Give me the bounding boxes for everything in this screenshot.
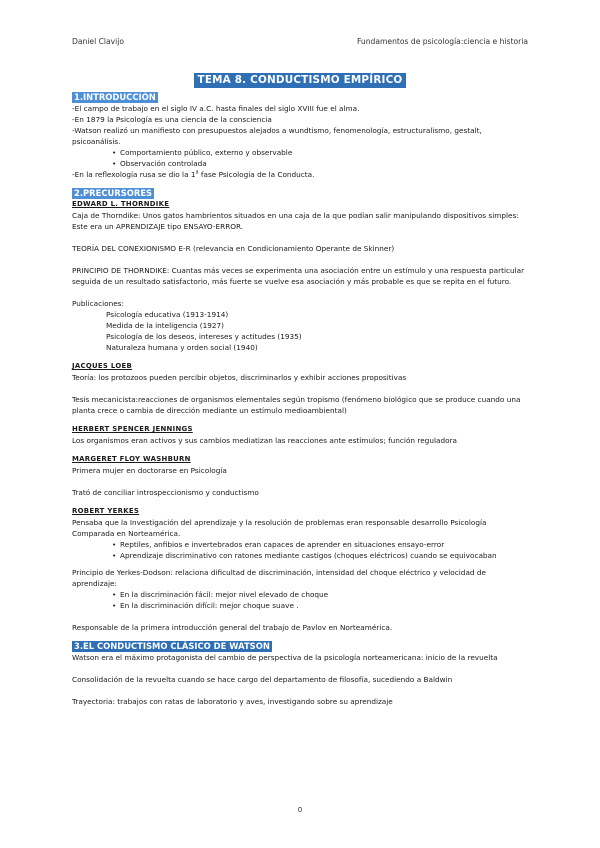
author-heading-loeb: JACQUES LOEB bbox=[72, 362, 133, 370]
section-heading-precursores: 2.PRECURSORES bbox=[74, 188, 153, 198]
list-item: Naturaleza humana y orden social (1940) bbox=[106, 343, 258, 352]
paragraph: Trayectoria: trabajos con ratas de laboratorio y aves, investigando sobre su aprendizaje bbox=[72, 697, 393, 706]
paragraph: PRINCIPIO DE THORNDIKE: Cuantas más veces se experimenta una asociación entre un estímulo y una respuesta particular seguida de un resultado satisfactorio, más fuerte se vuelve esa asociación y más probable es que se repita en el futuro. bbox=[72, 266, 525, 286]
list-item: • Comportamiento público, externo y observable bbox=[114, 147, 528, 158]
header-course: Fundamentos de psicología:ciencia e historia bbox=[356, 37, 528, 46]
header-author: Daniel Clavijo bbox=[72, 37, 125, 46]
author-heading-yerkes: ROBERT YERKES bbox=[72, 507, 140, 515]
yerkes-bullet-list bbox=[72, 539, 528, 561]
document-body bbox=[72, 73, 528, 707]
list-item: Psicología de los deseos, intereses y actitudes (1935) bbox=[106, 332, 302, 341]
author-heading-jennings: HERBERT SPENCER JENNINGS bbox=[72, 425, 193, 433]
paragraph: Los organismos eran activos y sus cambios mediatizan las reacciones ante estímulos; función reguladora bbox=[72, 436, 458, 445]
list-item: Medida de la inteligencia (1927) bbox=[106, 321, 225, 330]
document-title: TEMA 8. CONDUCTISMO EMPÍRICO bbox=[194, 73, 407, 88]
paragraph: Pensaba que la Investigación del aprendizaje y la resolución de problemas eran responsable desarrollo Psicología Comparada en Norteamérica. bbox=[72, 518, 487, 538]
intro-line: -El campo de trabajo en el siglo IV a.C. hasta finales del siglo XVIII fue el alma. bbox=[72, 104, 360, 113]
section-heading-introduccion: 1.INTRODUCCIÓN bbox=[74, 92, 156, 102]
paragraph: TEORÍA DEL CONEXIONISMO E-R (relevancia en Condicionamiento Operante de Skinner) bbox=[72, 244, 395, 253]
paragraph: Watson era el máximo protagonista del cambio de perspectiva de la psicología norteamericana: inicio de la revuelta bbox=[72, 653, 498, 662]
intro-line: -En la reflexología rusa se dio la 1$^a$ fase Psicología de la Conducta. bbox=[72, 169, 315, 179]
publications-label: Publicaciones: bbox=[72, 299, 124, 308]
paragraph: Principio de Yerkes-Dodson: relaciona dificultad de discriminación, intensidad del choque eléctrico y velocidad de aprendizaje: bbox=[72, 568, 486, 588]
section-precursores bbox=[72, 186, 528, 633]
paragraph: Responsable de la primera introducción general del trabajo de Pavlov en Norteamérica. bbox=[72, 623, 393, 632]
paragraph: Trató de conciliar introspeccionismo y conductismo bbox=[72, 488, 259, 497]
page-number: 0 bbox=[297, 805, 303, 814]
author-heading-washburn: MARGERET FLOY WASHBURN bbox=[72, 455, 191, 463]
paragraph: Primera mujer en doctorarse en Psicología bbox=[72, 466, 227, 475]
paragraph: Teoría: los protozoos pueden percibir objetos, discriminarlos y exhibir acciones propositivas bbox=[72, 373, 407, 382]
intro-line: -En 1879 la Psicología es una ciencia de la consciencia bbox=[72, 115, 272, 124]
list-item: • Reptiles, anfibios e invertebrados eran capaces de aprender en situaciones ensayo-error bbox=[114, 539, 528, 550]
publications-list bbox=[72, 309, 528, 353]
paragraph: Caja de Thorndike: Unos gatos hambrientos situados en una caja de la que podían salir manipulando dispositivos simples: Este era un APRENDIZAJE tipo ENSAYO-ERROR. bbox=[72, 211, 519, 231]
section-watson bbox=[72, 639, 528, 707]
section-heading-watson: 3.EL CONDUCTISMO CLÁSICO DE WATSON bbox=[74, 641, 270, 651]
list-item: • Aprendizaje discriminativo con ratones mediante castigos (choques eléctricos) cuando se equivocaban bbox=[114, 550, 528, 561]
list-item: • En la discriminación fácil: mejor nivel elevado de choque bbox=[114, 589, 528, 600]
intro-bullet-list bbox=[72, 147, 528, 169]
paragraph: Tesis mecanicista:reacciones de organismos elementales según tropismo (fenómeno biológico que se produce cuando una planta crece o cambia de dirección mediante un estímulo medioambiental) bbox=[72, 395, 521, 415]
intro-line: -Watson realizó un manifiesto con presupuestos alejados a wundtismo, fenomenología, estructuralismo, gestalt, psicoanálisis. bbox=[72, 126, 482, 146]
yerkes-dodson-bullet-list bbox=[72, 589, 528, 611]
author-heading-thorndike: EDWARD L. THORNDIKE bbox=[72, 200, 170, 208]
list-item: • En la discriminación difícil: mejor choque suave . bbox=[114, 600, 528, 611]
section-introduccion bbox=[72, 90, 528, 180]
list-item: Psicología educativa (1913-1914) bbox=[106, 310, 229, 319]
paragraph: Consolidación de la revuelta cuando se hace cargo del departamento de filosofía, sucediendo a Baldwin bbox=[72, 675, 453, 684]
list-item: • Observación controlada bbox=[114, 158, 528, 169]
